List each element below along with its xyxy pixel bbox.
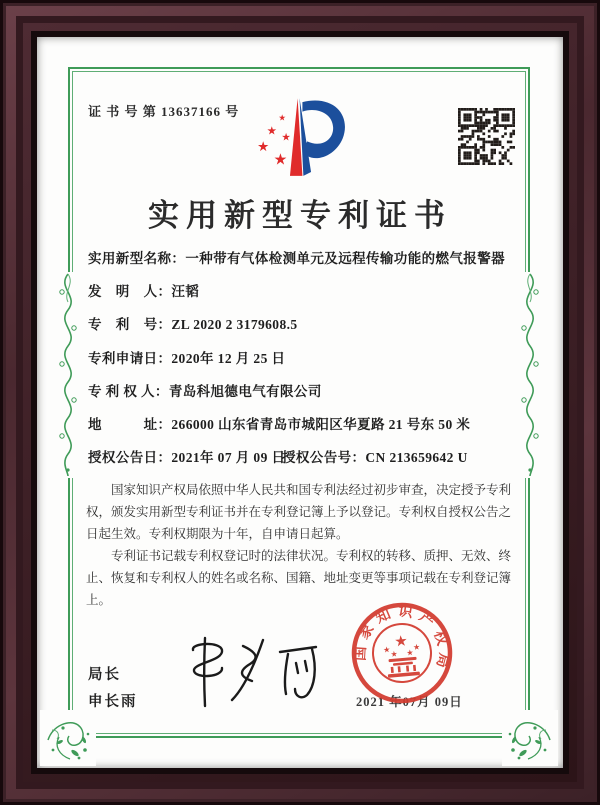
- vine-scroll-icon: [55, 272, 81, 478]
- seal-text: 国家知识产权局: [352, 603, 453, 676]
- field-value: 汪韬: [171, 284, 200, 300]
- svg-text:★: ★: [412, 642, 421, 653]
- field-label: 专 利 号：: [88, 317, 172, 333]
- field-inventor: [88, 280, 518, 313]
- field-value: 青岛科旭德电气有限公司: [168, 383, 322, 399]
- patent-fields: [88, 247, 518, 479]
- svg-text:★: ★: [278, 112, 287, 123]
- bottom-right-floral-ornament: [502, 710, 558, 766]
- field-patentee: [88, 380, 518, 413]
- grant-number: [282, 446, 468, 466]
- director-title: 局长: [88, 667, 121, 683]
- svg-text:★: ★: [382, 645, 391, 655]
- national-emblem-icon: [382, 632, 423, 678]
- legal-paragraph-2: 专利证书记载专利权登记时的法律状况。专利权的转移、质押、无效、终止、恢复和专利权人的姓名或名称、国籍、地址变更等事项记载在专利登记簿上。: [86, 549, 512, 607]
- cnipa-logo: [243, 92, 358, 189]
- field-filing-date: [88, 347, 518, 380]
- qr-code: [458, 108, 515, 165]
- field-grant-row: [88, 446, 518, 479]
- svg-text:★: ★: [273, 151, 288, 169]
- field-label: 专利申请日：: [88, 350, 172, 366]
- official-seal: [332, 583, 472, 728]
- field-label: 地 址：: [88, 416, 172, 432]
- legal-paragraph-1: 国家知识产权局依照中华人民共和国专利法经过初步审查，决定授予专利权，颁发实用新型专利证书并在专利登记簿上予以登记。专利权自授权公告之日起生效。专利权期限为十年，自申请日起算。: [86, 483, 512, 541]
- field-value: ZL 2020 2 3179608.5: [171, 317, 298, 333]
- field-utility-model-name: [88, 247, 518, 280]
- vine-scroll-icon: [517, 272, 543, 478]
- svg-text:★: ★: [390, 649, 399, 659]
- field-value: 一种带有气体检测单元及远程传输功能的燃气报警器: [185, 251, 506, 266]
- cnipa-seal-icon: [332, 583, 472, 723]
- field-label: 授权公告日：: [88, 450, 172, 466]
- floral-flourish-icon: [502, 710, 558, 766]
- director-signature: [168, 630, 323, 720]
- field-value: 2020年 12 月 25 日: [171, 350, 286, 366]
- handwritten-signature-icon: [168, 630, 323, 715]
- officials-block: [88, 662, 138, 716]
- floral-flourish-icon: [40, 710, 96, 766]
- svg-text:★: ★: [257, 138, 270, 154]
- field-address: [88, 413, 518, 446]
- bottom-left-floral-ornament: [40, 710, 96, 766]
- svg-text:★: ★: [266, 125, 277, 138]
- director-name: 申长雨: [88, 694, 138, 710]
- field-value: 266000 山东省青岛市城阳区华夏路 21 号东 50 米: [171, 416, 471, 432]
- cnipa-logo-icon: [243, 92, 358, 184]
- field-label: 授权公告号：: [282, 450, 366, 466]
- certificate-title: 实用新型专利证书: [148, 198, 452, 233]
- grant-date: [88, 450, 285, 465]
- seal-date: 2021 年07月 09日: [356, 695, 463, 709]
- svg-text:★: ★: [406, 648, 414, 658]
- left-vine-ornament: [55, 272, 81, 478]
- svg-text:★: ★: [281, 132, 291, 144]
- field-value: CN 213659642 U: [365, 450, 468, 466]
- field-label: 专 利 权 人：: [88, 383, 169, 399]
- field-value: 2021年 07 月 09 日: [171, 450, 286, 466]
- certificate-number: 证 书 号 第 13637166 号: [88, 104, 240, 119]
- field-patent-number: [88, 313, 518, 346]
- right-vine-ornament: [517, 272, 543, 478]
- svg-text:★: ★: [393, 633, 409, 651]
- field-label: 发 明 人：: [88, 284, 172, 300]
- field-label: 实用新型名称：: [88, 251, 186, 266]
